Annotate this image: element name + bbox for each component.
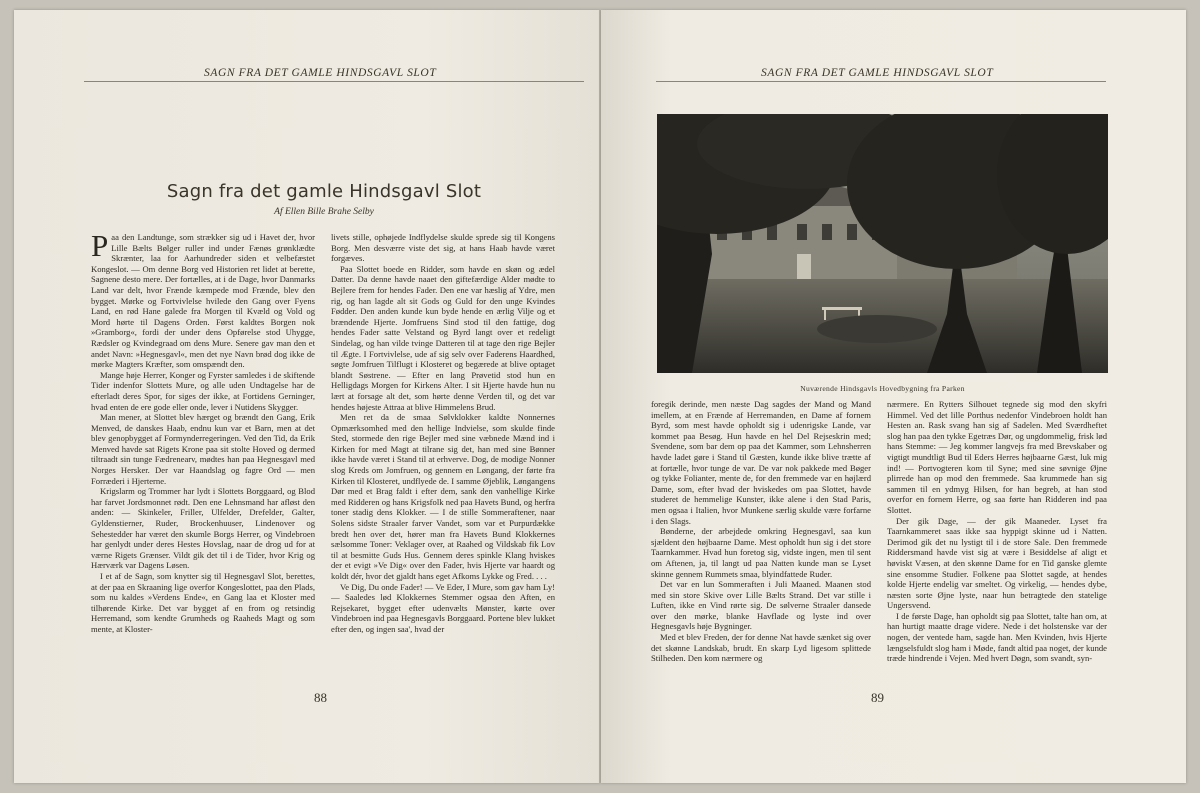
paragraph: nærmere. En Rytters Silhouet tegnede sig mod den skyfri Himmel. Ved det lille Porthus nedenfor Vindebroen holdt han Hesten an. Rask svang han sig af Sadelen. Med Sværdheftet slog han paa den tykke Egetræs Dør, og ungdommelig, frisk lød hans Stemme: — Jeg kommer langvejs fra med Brevskaber og vigtigt mundtligt Bud til Eders Herres højbaarne Gæst, luk mig ind! — Portvogteren kom til Syne; med sine søvnige Øjne plirrede han op mod den fremmede. Saa krummede han sig sammen til en ydmyg Hilsen, for han begreb, at han stod overfor en fornem Herre, og saa førte han Ridderen ind paa Slottet.: [887, 399, 1107, 515]
left-page: [14, 10, 600, 783]
right-page: [601, 10, 1186, 783]
paragraph: Mange høje Herrer, Konger og Fyrster samledes i de skiftende Tider indenfor Slottets Mure, og alle uden Undtagelse har de efterladt deres Spor, for siges der ikke, at Fortidens Gerninger, hvad enten de ere gode eller onde, lever i Nutidens Skygger.: [91, 369, 315, 412]
drop-cap: P: [91, 232, 109, 263]
paragraph: foregik derinde, men næste Dag sagdes der Mand og Mand imellem, at en Frænde af Herremanden, en Dame af fornem Byrd, som mest havde opholdt sig i udenrigske Lande, var kommet paa Besøg. Hun havde en hel Del Rejseskrin med; Svendene, som bar dem op paa det Kammer, som Lehnsherren havde ladet gøre i Stand til Gæsten, kunde ikke blive trætte af at fortælle, hvor tunge de var. De var nok pakkede med Bøger og tykke Folianter, mente de, for den fremmede var en højlærd Dame, som, efter hvad der hviskedes om paa Slottet, havde studeret de hemmelige Kunster, ikke alene i den Stad Paris, men ogsaa i Italien, hvor Munkene særlig skulde være forfarne i den Slags.: [651, 399, 871, 526]
hindsgavl-main-building-photo: [657, 114, 1108, 373]
paragraph: Man mener, at Slottet blev hærget og brændt den Gang, Erik Menved, de danskes Haab, endnu kun var et Barn, men at det blev genopbygget af Formynderregeringen. Ved den Tid, da Erik Menved havde sat Rigets Krone paa sit stolte Hoved og dermed tiltraadt sin tunge Fædrenearv, mødtes han paa Hegnesgavl med Norges Hersker. Der var Haandslag og fagre Ord — men Forræderi i Hjerterne.: [91, 412, 315, 486]
paragraph: livets stille, ophøjede Indflydelse skulde sprede sig til Kongens Borg. Men desværre viste det sig, at hans Haab havde været forgæves.: [331, 232, 555, 264]
park-photo: [657, 114, 1108, 373]
photo-caption: Nuværende Hindsgavls Hovedbygning fra Parken: [800, 384, 965, 393]
right-column-2: [887, 399, 1107, 684]
article-title: Sagn fra det gamle Hindsgavl Slot: [166, 181, 482, 202]
paragraph: Krigslarm og Trommer har lydt i Slottets Borggaard, og Blod har farvet Jordsmonnet rødt. Den ene Lehnsmand har afløst den anden: — Skinkeler, Friller, Ulfelder, Drefelder, Galter, Gyldenstierner, Ruder, Brockenhuuser, Lindenover og Sehestedder har været den skumle Borgs Herrer, og Vindebroen har genlydt under deres Hestes Hovslag, naar de drog ud for at værne Rigets Grænser. Vildt gik det til i de Tider, hvor Krig og Hærværk var Dagens Løsen.: [91, 486, 315, 571]
paragraph: Bønderne, der arbejdede omkring Hegnesgavl, saa kun sjældent den højbaarne Dame. Mest opholdt hun sig i det store Taarnkammer. Hvad hun foretog sig, vidste ingen, men til sent om Aftenen, ja, til langt ud paa Natten kunde man se Lyset skinne gennem Rummets smaa, blyindfattede Ruder.: [651, 526, 871, 579]
running-head-right: SAGN FRA DET GAMLE HINDSGAVL SLOT: [656, 67, 1106, 82]
left-column-1: [91, 232, 315, 679]
paragraph: I et af de Sagn, som knytter sig til Hegnesgavl Slot, berettes, at der paa en Skraaning lige overfor Kongeslottet, paa den Plads, som nu kaldes »Verdens Ende«, en Gang laa et Kloster med tilhørende Kirke. Det var bygget af en from og retsindig Herremand, som kendte Grumheds og Raaheds Magt og som mente, at Kloster-: [91, 571, 315, 634]
paragraph: Paa Slottet boede en Ridder, som havde en skøn og ædel Datter. Da denne havde naaet den giftefærdige Alder mødte to Bejlere frem for hendes Fader. Den ene var hæslig af Ydre, men rig, og han lagde alt sit Gods og Guld for den unge Kvindes Fødder. Den anden kunde kun byde hende en ærlig Vilje og et brændende Hjerte. Jomfruens Sind stod til den fattige, dog hendes Fader satte Velstand og Byrd langt over et redeligt Sindelag, og han vilde tvinge Datteren til at tage den rige Bejler til Ægte. I Fortvivlelse, ude af sig selv over Faderens Haardhed, søgte Jomfruen Tilflugt i Klosteret og begærede at blive optaget blandt Søstrene. — Efter en lang Prøvetid stod hun en Helligdags Morgen for Kirkens Alter. I sit Hjerte havde hun nu lært at forsage alt det, som hørte denne Verden til, og det var hendes højeste Attraa at blive Himmelens Brud.: [331, 263, 555, 412]
paragraph: Der gik Dage, — der gik Maaneder. Lyset fra Taarnkammeret saas ikke saa hyppigt skinne ud i Natten. Derimod gik det nu lystigt til i de store Sale. Den fremmede Riddersmand havde vist sig at være i Besiddelse af aligt et høviskt Væsen, at den skønne Dame for en Tid ganske glemte sine ensomme Studier. Folkene paa Slottet sagde, at hendes kolde Hjerte endelig var smeltet. Og virkelig, — hendes dybe, næsten sorte Øjne lyste, naar hun betragtede den statelige Ungersvend.: [887, 515, 1107, 611]
right-column-1: [651, 399, 871, 684]
paragraph: Det var en lun Sommeraften i Juli Maaned. Maanen stod med sin store Skive over Lille Bælts Strand. Det var stille i Luften, ikke en Vind rørte sig. De sølverne Straaler dansede over den mørke, blanke Havflade og lyste ind over Hegnesgavls høje Bygninger.: [651, 579, 871, 632]
paragraph: Men ret da de smaa Sølvklokker kaldte Nonnernes Opmærksomhed med den hellige Indvielse, som skulde finde Sted, stormede den rige Bejler med sine væbnede Mænd ind i Kirken for med Magt at tilrane sig det, han med sine Bønner ikke havde været i Stand til at erhverve. Dog, de modige Nonner slog Kreds om Jomfruen, og gennem en Løngang, der førte fra Kirken til Klosteret, undflyede de. I samme Øjeblik, Løngangens Dør med et Brag faldt i efter dem, sank den vanhellige Kirke med Ridderen og hans Krigsfolk ned paa Havets Bund, og herfra toner stadig dens Klokker. — I de stille Sommeraftener, naar Solens sidste Straaler farver Vandet, som var et Purpurdække bredt hen over det, hører man fra Havets Bund Klokkernes sælsomme Toner: Veklager over, at Raahed og Vildskab fik Lov til at besmitte Guds Hus. Gennem deres spinkle Klang hviskes der et evigt »Ve Dig« over den Fader, hvis Hjerte var haardt og koldt dér, hvor det gjaldt hans eget Afkoms Lykke og Fred. . . .: [331, 412, 555, 581]
left-column-2: [331, 232, 555, 679]
paragraph: I de første Dage, han opholdt sig paa Slottet, talte han om, at han hurtigt maatte drage videre. Nede i det holstenske var der nogen, der ventede ham, sagde han. Men Kvinden, hvis Hjerte længselsfuldt slog ham i Møde, fandt altid paa noget, der kunde træde hindrende i Vejen. Med hvert Døgn, som svandt, syn-: [887, 610, 1107, 664]
paragraph: Med et blev Freden, der for denne Nat havde sænket sig over det skønne Landskab, brudt. En skarp Lyd ligesom splittede Stilheden. Den kom nærmere og: [651, 632, 871, 664]
paragraph: Ve Dig, Du onde Fader! — Ve Eder, I Mure, som gav ham Ly! — Saaledes lød Klokkernes Stemmer ogsaa den Aften, en Rejsekaret, bygget efter udenvælts Mønster, kørte over Vindebroen ind paa Hegnesgavls Borggaard. Portene blev lukket efter den, og ingen saa', hvad der: [331, 581, 555, 634]
running-head-left: SAGN FRA DET GAMLE HINDSGAVL SLOT: [84, 67, 584, 82]
page-number-right: 89: [871, 690, 884, 705]
article-byline: Af Ellen Bille Brahe Selby: [274, 207, 374, 217]
page-number-left: 88: [314, 690, 327, 705]
paragraph: Paa den Landtunge, som strækker sig ud i Havet der, hvor Lille Bælts Bølger ruller ind under Fænøs grønklædte Skrænter, laa for Aarhundreder siden et velbefæstet Kongeslot. — Om denne Borg ved Historien ret lidet at berette, Sagnene desto mere. Der fortælles, at i de Dage, hvor Danmarks Land var delt, hvor Frænde kæmpede mod Frænde, blev den bygget. Mørke og Fortvivlelse hvilede den Gang over Fyens Land, en rød Hane galede fra Morgen til Kvæld og Vold og Mord hørte til Dagens Orden. Først kaldtes Borgen nok »Gramborg«, fordi der under dens Opførelse stod Uhygge, Rædsler og Kvindegraad om dens Mure. Senere gav man den et andet Navn: »Hegnesgavl«, men det nye Navn brød dog ikke de mørke Magters Kræfter, som omspændt den.: [91, 232, 315, 370]
